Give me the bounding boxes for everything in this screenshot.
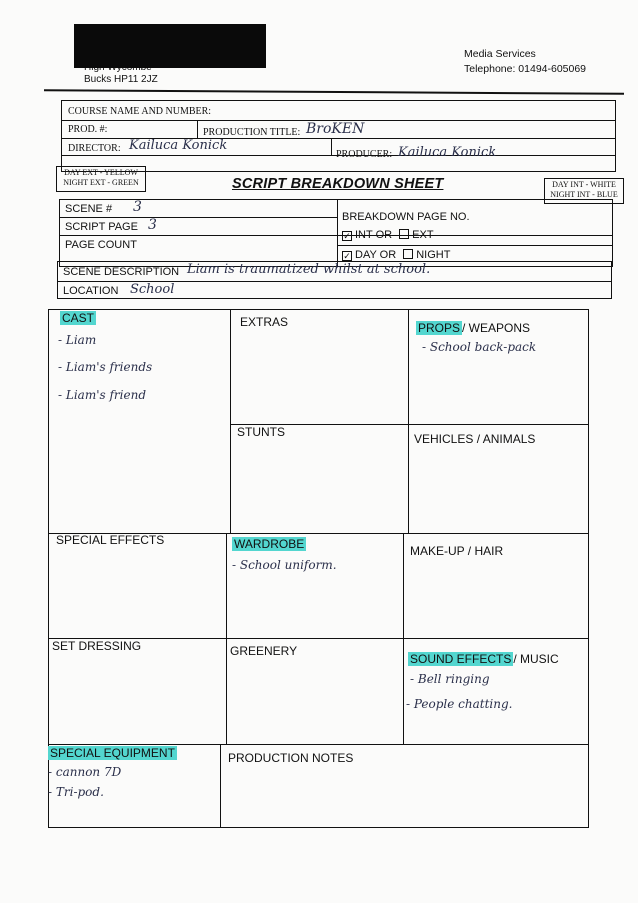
int-label: INT OR [355, 229, 393, 241]
int-checkbox[interactable]: ✓ [343, 231, 351, 241]
extras-label: EXTRAS [240, 315, 289, 329]
cast-item: - Liam [58, 333, 97, 347]
day-ext-yellow: DAY EXT - YELLOW [64, 168, 138, 177]
wardrobe-item: - School uniform. [232, 558, 337, 572]
night-checkbox[interactable] [403, 249, 413, 259]
producer-value: Kailuca Konick [398, 145, 497, 160]
ext-label: EXT [412, 229, 434, 241]
int-ext-row [342, 229, 434, 241]
prod-number-label: PROD. #: [68, 124, 108, 135]
set-dressing-label: SET DRESSING [52, 639, 142, 653]
day-label: DAY OR [355, 249, 397, 261]
divider [337, 199, 338, 267]
director-label: DIRECTOR: [68, 143, 121, 154]
sound-effects-highlight: SOUND EFFECTS [410, 652, 512, 666]
address-line-2: Bucks HP11 2JZ [84, 74, 158, 85]
grid-col-divider [230, 309, 231, 533]
props-weapons-label [416, 321, 530, 335]
night-label: NIGHT [416, 249, 451, 261]
grid-col-divider [220, 744, 221, 828]
org-name: Media Services [464, 48, 536, 60]
grid-col-divider [408, 309, 409, 533]
scene-info-box [59, 199, 613, 267]
special-effects-label: SPECIAL EFFECTS [56, 533, 165, 547]
props-highlight: PROPS [418, 321, 461, 335]
day-night-row [342, 249, 450, 261]
special-equipment-item: - Tri-pod. [48, 785, 104, 799]
director-value: Kailuca Konick [129, 138, 228, 153]
grid-row-divider [48, 744, 589, 745]
divider [59, 235, 613, 236]
redaction-block [74, 24, 266, 68]
special-equipment-item: - cannon 7D [48, 765, 122, 779]
production-notes-label: PRODUCTION NOTES [228, 751, 354, 765]
sound-item: - Bell ringing [410, 672, 490, 686]
scene-number-label: SCENE # [65, 203, 113, 215]
day-int-white: DAY INT - WHITE [552, 180, 616, 189]
cast-item: - Liam's friends [58, 360, 153, 374]
special-equipment-highlight: SPECIAL EQUIPMENT [50, 746, 175, 760]
day-ext-legend [56, 166, 146, 192]
props-item: - School back-pack [422, 340, 537, 354]
course-label: COURSE NAME AND NUMBER: [68, 106, 212, 117]
greenery-label: GREENERY [230, 644, 298, 658]
scene-description-value: Liam is traumatized whilst at school. [187, 262, 431, 277]
special-equipment-label [48, 746, 177, 760]
sound-item: - People chatting. [406, 697, 513, 711]
day-checkbox[interactable]: ✓ [343, 251, 351, 261]
divider [337, 245, 613, 246]
location-value: School [130, 282, 175, 297]
music-label: / MUSIC [513, 652, 559, 666]
telephone: Telephone: 01494-605069 [464, 63, 587, 75]
vehicles-animals-label: VEHICLES / ANIMALS [414, 432, 536, 446]
wardrobe-label [232, 537, 306, 551]
production-title-value: BroKEN [306, 121, 365, 137]
night-ext-green: NIGHT EXT - GREEN [63, 178, 139, 187]
cast-label [60, 311, 96, 325]
location-label: LOCATION [63, 285, 119, 297]
weapons-label: / WEAPONS [462, 321, 531, 335]
divider [331, 139, 332, 156]
cast-item: - Liam's friend [58, 388, 147, 402]
scene-number-value: 3 [133, 199, 142, 215]
sheet-title: SCRIPT BREAKDOWN SHEET [232, 176, 444, 192]
makeup-hair-label: MAKE-UP / HAIR [410, 544, 504, 558]
wardrobe-highlight: WARDROBE [234, 537, 305, 551]
sound-effects-music-label [408, 652, 559, 666]
cast-highlight: CAST [62, 311, 95, 325]
stunts-label: STUNTS [237, 425, 285, 439]
production-title-label: PRODUCTION TITLE: [203, 127, 301, 138]
divider [197, 121, 198, 138]
script-page-label: SCRIPT PAGE [65, 221, 138, 233]
header-rule [44, 89, 624, 95]
page-count-label: PAGE COUNT [65, 239, 137, 251]
producer-label: PRODUCER: [336, 149, 393, 160]
divider [59, 217, 337, 218]
ext-checkbox[interactable] [399, 229, 409, 239]
night-int-blue: NIGHT INT - BLUE [550, 190, 618, 199]
scene-description-label: SCENE DESCRIPTION [63, 266, 180, 278]
breakdown-page-label: BREAKDOWN PAGE NO. [342, 211, 470, 223]
script-page-value: 3 [148, 217, 157, 233]
